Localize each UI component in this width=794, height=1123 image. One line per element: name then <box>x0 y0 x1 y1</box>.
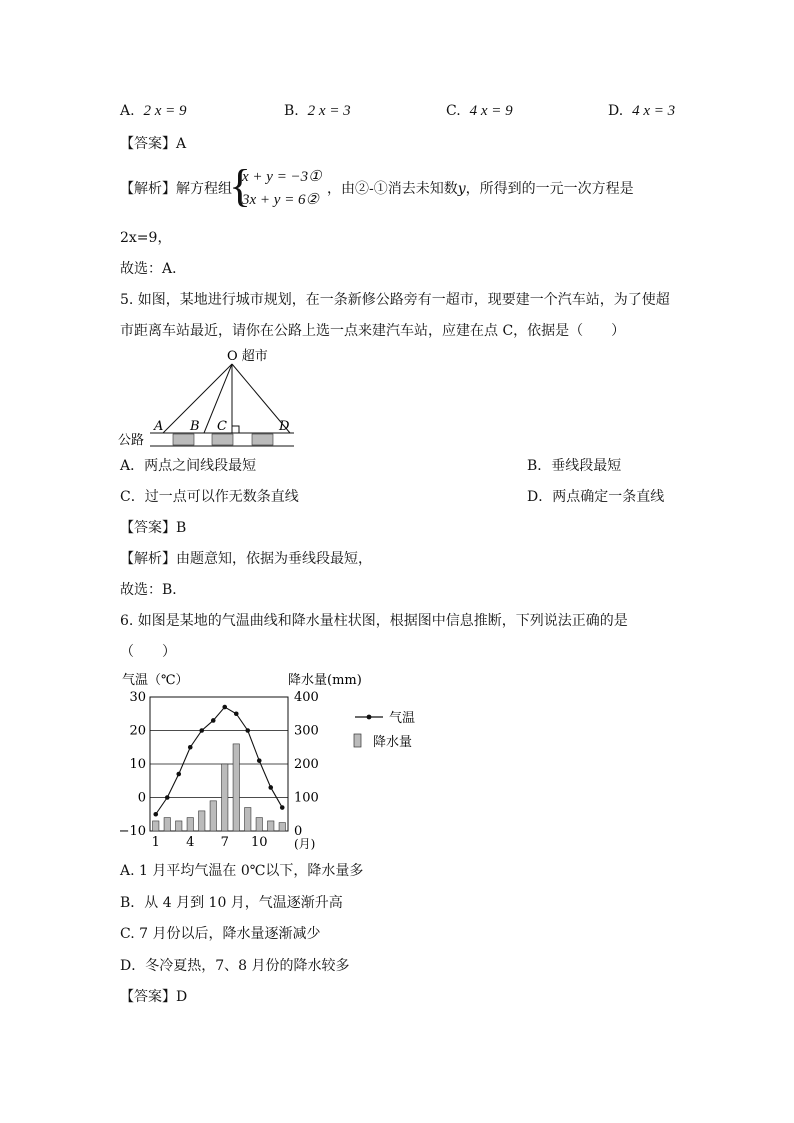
q5-analysis: 【解析】由题意知，依据为垂线段最短， <box>120 551 372 567</box>
right-tick-label: 0 <box>294 824 303 839</box>
temperature-point <box>222 705 227 710</box>
climate-chart <box>118 667 438 851</box>
left-tick-label: 20 <box>129 723 146 739</box>
precipitation-bar <box>153 821 159 831</box>
precipitation-bar <box>256 818 262 831</box>
q6-answer: 【答案】D <box>120 989 188 1005</box>
temperature-line <box>156 707 283 814</box>
right-tick-label: 200 <box>294 757 319 772</box>
q6-option-d: D．冬冷夏热，7、8 月份的降水较多 <box>120 958 350 974</box>
q6-stem-line-2: （ ） <box>120 644 176 660</box>
left-tick-label: 0 <box>137 790 146 806</box>
q5-conclusion: 故选：B． <box>120 582 187 598</box>
road-block <box>212 434 233 445</box>
road-block <box>173 434 194 445</box>
precipitation-bar <box>222 764 228 831</box>
q4-conclusion: 故选：A． <box>120 261 187 277</box>
x-tick-label: 1 <box>151 835 160 850</box>
temperature-point <box>234 711 239 716</box>
q4-option-d: D. 4 x = 3 <box>608 103 676 119</box>
right-tick-label: 400 <box>294 690 319 705</box>
temperature-point <box>280 805 285 810</box>
temperature-point <box>211 718 216 723</box>
precipitation-bar <box>279 823 285 831</box>
q4-equation-1: x + y = −3① <box>242 169 322 185</box>
label-d: D <box>279 419 290 434</box>
q4-equation-2: 3x + y = 6② <box>242 192 320 208</box>
equation-brace: { <box>229 160 252 211</box>
x-tick-label: 4 <box>186 835 195 850</box>
precipitation-bar <box>210 801 216 831</box>
q4-result: 2x=9， <box>120 230 172 246</box>
temperature-point <box>188 745 193 750</box>
label-b: B <box>190 419 200 434</box>
road-label: 公路 <box>118 433 145 448</box>
temperature-point <box>257 758 262 763</box>
label-a: A <box>154 419 164 434</box>
q5-option-d: D．两点确定一条直线 <box>527 489 665 505</box>
precipitation-bar <box>187 818 193 831</box>
x-tick-label: 10 <box>250 835 268 850</box>
precipitation-bar <box>233 744 239 831</box>
precipitation-bar <box>245 808 251 831</box>
temperature-point <box>153 812 158 817</box>
q4-option-a: A. 2 x = 9 <box>120 103 187 119</box>
label-o-supermarket: O 超市 <box>227 349 268 364</box>
q5-stem-line-2: 市距离车站最近，请你在公路上选一点来建汽车站，应建在点 C，依据是（ ） <box>120 323 626 339</box>
precipitation-bar <box>199 811 205 831</box>
q5-option-b: B．垂线段最短 <box>527 458 622 474</box>
right-tick-label: 300 <box>294 723 319 739</box>
temperature-point <box>268 785 273 790</box>
q4-option-b: B. 2 x = 3 <box>284 103 351 119</box>
temperature-point <box>245 728 250 733</box>
q5-answer: 【答案】B <box>120 520 187 536</box>
temperature-point <box>199 728 204 733</box>
left-tick-label: 10 <box>129 757 146 772</box>
precipitation-bar <box>164 818 170 831</box>
legend-line-marker <box>367 715 372 720</box>
precipitation-bar <box>176 821 182 831</box>
precipitation-bar <box>268 821 274 831</box>
legend-label-temperature: 气温 <box>389 711 416 726</box>
legend-label-precipitation: 降水量 <box>373 735 413 750</box>
q4-answer: 【答案】A <box>120 136 187 152</box>
temperature-point <box>176 772 181 777</box>
label-c: C <box>217 419 227 434</box>
road-block <box>252 434 273 445</box>
x-axis-unit: (月) <box>294 837 316 851</box>
q5-option-a: A．两点之间线段最短 <box>120 458 257 474</box>
right-tick-label: 100 <box>294 790 319 806</box>
left-tick-label: 30 <box>129 690 146 705</box>
x-tick-label: 7 <box>220 835 229 850</box>
q5-road-figure <box>118 346 318 452</box>
q6-option-a: A. 1 月平均气温在 0℃以下，降水量多 <box>120 863 364 879</box>
q6-option-c: C. 7 月份以后，降水量逐渐减少 <box>120 926 321 942</box>
q5-stem-line-1: 5. 如图，某地进行城市规划，在一条新修公路旁有一超市，现要建一个汽车站，为了使超 <box>120 292 670 308</box>
q6-option-b: B．从 4 月到 10 月，气温逐渐升高 <box>120 895 343 911</box>
legend-bar-swatch <box>354 734 361 747</box>
q6-stem-line-1: 6. 如图是某地的气温曲线和降水量柱状图，根据图中信息推断，下列说法正确的是 <box>120 613 628 629</box>
left-tick-label: −10 <box>118 824 146 839</box>
q4-analysis-prefix: 【解析】解方程组 <box>120 181 232 197</box>
q4-analysis-suffix: ，由②-①消去未知数y，所得到的一元一次方程是 <box>327 181 634 197</box>
right-angle-mark <box>232 426 239 433</box>
left-axis-title: 气温（℃） <box>122 673 189 688</box>
right-axis-title: 降水量(mm) <box>288 673 362 688</box>
temperature-point <box>165 795 170 800</box>
q5-option-c: C．过一点可以作无数条直线 <box>120 489 299 505</box>
q4-option-c: C. 4 x = 9 <box>446 103 513 119</box>
